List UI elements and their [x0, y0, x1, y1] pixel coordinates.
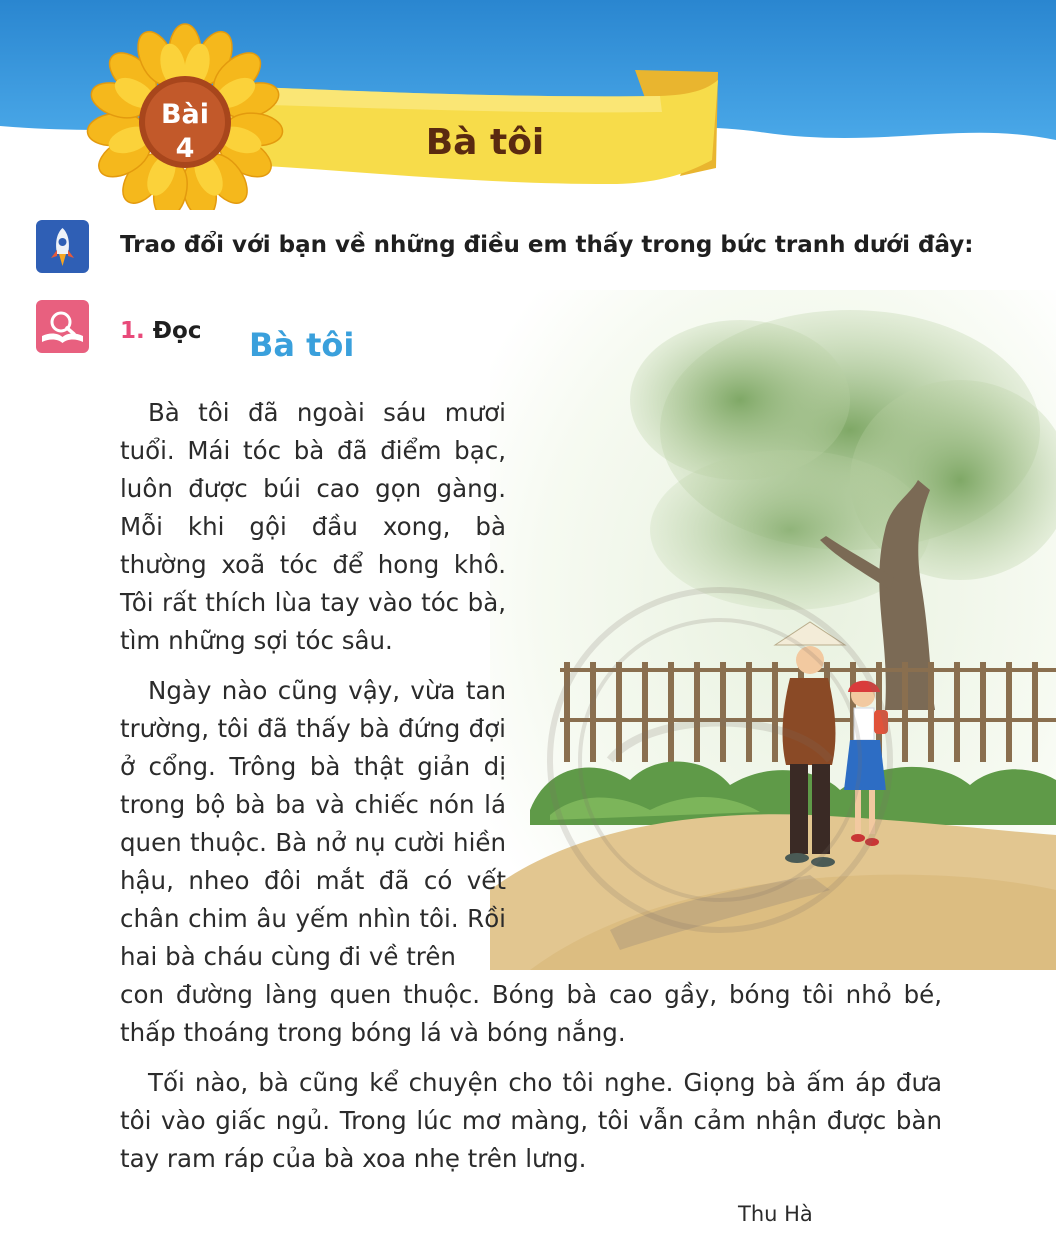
paragraph-3: Tối nào, bà cũng kể chuyện cho tôi nghe. Giọng bà ấm áp đưa tôi vào giấc ngủ. Trong lúc mơ màng, tôi vẫn cảm nhận được bàn tay ram ráp của bà xoa nhẹ trên lưng. [120, 1068, 942, 1173]
illustration-grandmother-and-child [490, 290, 1056, 970]
paragraph-2: Ngày nào cũng vậy, vừa tan trường, tôi đã thấy bà đứng đợi ở cổng. Trông bà thật giản dị trong bộ bà ba và chiếc nón lá quen thuộc. Bà nở nụ cười hiền hậu, nheo đôi mắt đã có vết chân chim âu yếm nhìn tôi. Rồi hai bà cháu cùng đi về trên [120, 676, 506, 971]
section-number: 1. [120, 318, 145, 344]
book-magnifier-icon [36, 300, 89, 353]
lesson-label: Bài [160, 99, 210, 130]
reading-title: Bà tôi [249, 326, 355, 364]
paragraph-1: Bà tôi đã ngoài sáu mươi tuổi. Mái tóc bà đã điểm bạc, luôn được búi cao gọn gàng. Mỗi khi gội đầu xong, bà thường xoã tóc để hong khô. Tôi rất thích lùa tay vào tóc bà, tìm những sợi tóc sâu. [120, 398, 506, 655]
lesson-number: 4 [175, 133, 195, 164]
author-name: Thu Hà [738, 1202, 813, 1226]
section-heading [120, 318, 201, 344]
rocket-icon [36, 220, 89, 273]
paragraph-2-continued: con đường làng quen thuộc. Bóng bà cao gầy, bóng tôi nhỏ bé, thấp thoáng trong bóng lá và bóng nắng. [120, 980, 942, 1047]
instruction-text: Trao đổi với bạn về những điều em thấy trong bức tranh dưới đây: [120, 232, 974, 258]
lesson-title: Bà tôi [425, 122, 545, 163]
section-label: Đọc [152, 318, 202, 344]
